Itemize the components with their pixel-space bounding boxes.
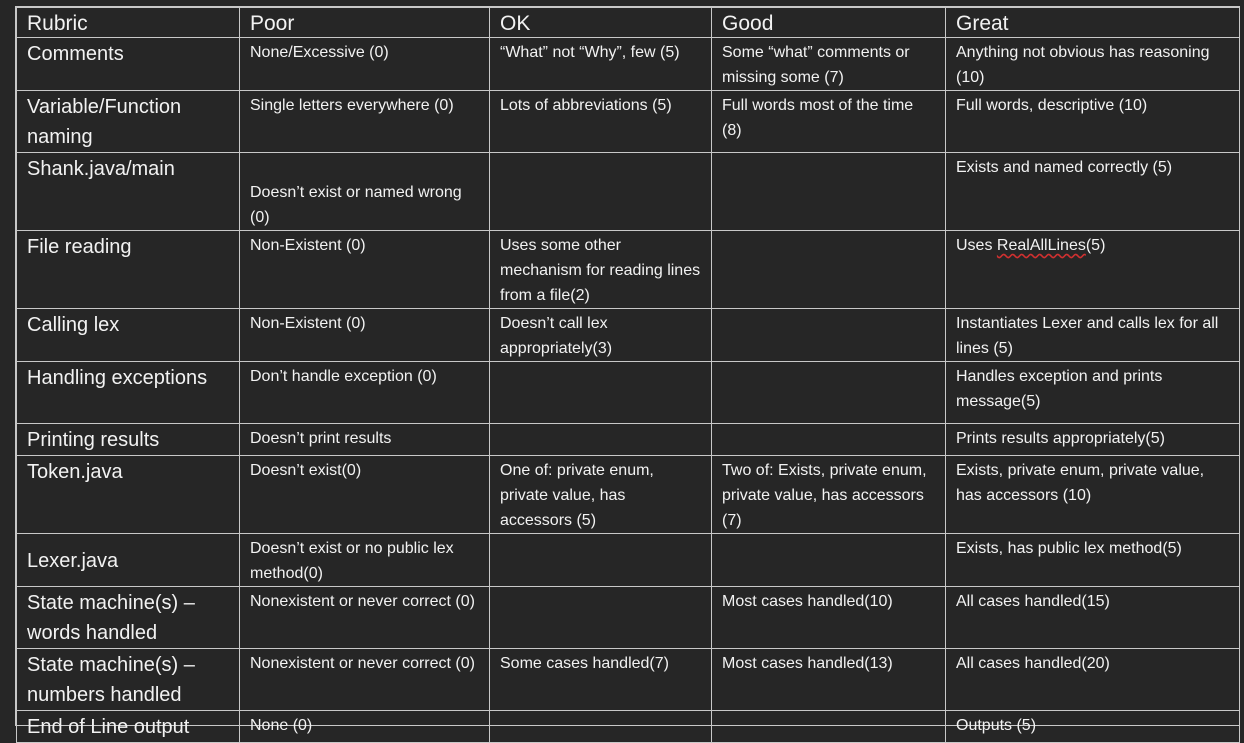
ok-cell <box>490 534 712 587</box>
criterion-cell: File reading <box>17 231 240 309</box>
rubric-table-container <box>15 6 1240 738</box>
great-cell <box>946 231 1240 309</box>
good-cell <box>712 711 946 743</box>
poor-cell: Doesn’t exist(0) <box>240 456 490 534</box>
poor-cell: Doesn’t exist or named wrong (0) <box>240 153 490 231</box>
poor-cell: Don’t handle exception (0) <box>240 362 490 424</box>
good-cell: Two of: Exists, private enum, private value, has accessors (7) <box>712 456 946 534</box>
table-row <box>17 362 1240 424</box>
great-prefix: Uses <box>956 237 997 254</box>
criterion-cell: Handling exceptions <box>17 362 240 424</box>
good-cell <box>712 424 946 456</box>
great-cell: Anything not obvious has reasoning (10) <box>946 38 1240 91</box>
header-good: Good <box>712 8 946 38</box>
criterion-cell: Printing results <box>17 424 240 456</box>
criterion-cell: State machine(s) – numbers handled <box>17 649 240 711</box>
criterion-cell: Shank.java/main <box>17 153 240 231</box>
good-cell <box>712 231 946 309</box>
criterion-cell: Calling lex <box>17 309 240 362</box>
great-cell: All cases handled(15) <box>946 587 1240 649</box>
poor-cell: None/Excessive (0) <box>240 38 490 91</box>
table-row <box>17 38 1240 91</box>
table-row <box>17 309 1240 362</box>
good-cell: Most cases handled(13) <box>712 649 946 711</box>
great-cell: Full words, descriptive (10) <box>946 91 1240 153</box>
great-cell: Exists, private enum, private value, has accessors (10) <box>946 456 1240 534</box>
header-poor: Poor <box>240 8 490 38</box>
ok-cell: Doesn’t call lex appropriately(3) <box>490 309 712 362</box>
good-cell: Most cases handled(10) <box>712 587 946 649</box>
great-cell: Outputs (5) <box>946 711 1240 743</box>
great-cell: Exists, has public lex method(5) <box>946 534 1240 587</box>
table-row <box>17 153 1240 231</box>
criterion-cell: End of Line output <box>17 711 240 743</box>
great-cell: Prints results appropriately(5) <box>946 424 1240 456</box>
poor-cell: Nonexistent or never correct (0) <box>240 649 490 711</box>
table-row <box>17 231 1240 309</box>
header-ok: OK <box>490 8 712 38</box>
ok-cell <box>490 362 712 424</box>
ok-cell <box>490 711 712 743</box>
great-cell: All cases handled(20) <box>946 649 1240 711</box>
ok-cell: Lots of abbreviations (5) <box>490 91 712 153</box>
poor-cell: Doesn’t exist or no public lex method(0) <box>240 534 490 587</box>
criterion-cell: Variable/Function naming <box>17 91 240 153</box>
ok-cell <box>490 587 712 649</box>
poor-cell: Nonexistent or never correct (0) <box>240 587 490 649</box>
poor-cell: Non-Existent (0) <box>240 231 490 309</box>
good-cell <box>712 153 946 231</box>
table-row <box>17 91 1240 153</box>
table-row <box>17 587 1240 649</box>
header-rubric: Rubric <box>17 8 240 38</box>
great-cell: Exists and named correctly (5) <box>946 153 1240 231</box>
ok-cell: “What” not “Why”, few (5) <box>490 38 712 91</box>
great-cell: Instantiates Lexer and calls lex for all lines (5) <box>946 309 1240 362</box>
poor-cell: Non-Existent (0) <box>240 309 490 362</box>
good-cell <box>712 534 946 587</box>
ok-cell <box>490 424 712 456</box>
good-cell <box>712 309 946 362</box>
criterion-cell: Comments <box>17 38 240 91</box>
poor-cell: Doesn’t print results <box>240 424 490 456</box>
rubric-table <box>16 7 1240 743</box>
poor-cell: None (0) <box>240 711 490 743</box>
table-row <box>17 711 1240 743</box>
good-cell <box>712 362 946 424</box>
great-suffix: (5) <box>1085 237 1106 254</box>
ok-cell <box>490 153 712 231</box>
ok-cell: One of: private enum, private value, has accessors (5) <box>490 456 712 534</box>
criterion-cell: Lexer.java <box>17 534 240 587</box>
criterion-cell: State machine(s) – words handled <box>17 587 240 649</box>
ok-cell: Uses some other mechanism for reading lines from a file(2) <box>490 231 712 309</box>
good-cell: Some “what” comments or missing some (7) <box>712 38 946 91</box>
great-cell: Handles exception and prints message(5) <box>946 362 1240 424</box>
misspelled-word: RealAllLines <box>996 237 1086 254</box>
table-row <box>17 534 1240 587</box>
table-row <box>17 456 1240 534</box>
table-row <box>17 649 1240 711</box>
table-row <box>17 424 1240 456</box>
good-cell: Full words most of the time (8) <box>712 91 946 153</box>
criterion-cell: Token.java <box>17 456 240 534</box>
header-row <box>17 8 1240 38</box>
ok-cell: Some cases handled(7) <box>490 649 712 711</box>
header-great: Great <box>946 8 1240 38</box>
poor-cell: Single letters everywhere (0) <box>240 91 490 153</box>
